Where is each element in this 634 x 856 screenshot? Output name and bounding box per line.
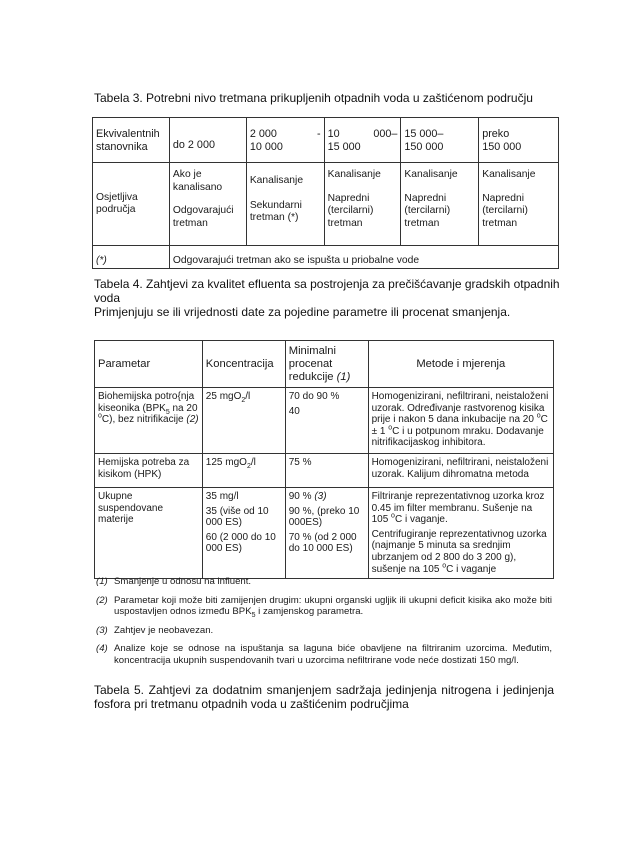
table4-methods: Filtriranje reprezentativnog uzorka kroz 0.45 im filter membranu. Sušenje na 105 $^o$C i vaganje. Centrifugiranje reprezentativnog uzorka (najmanje 5 minuta sa srednjim ubrzanjem od 2 800 do 3 200 g), sušenje na 105 $^o$C i vaganje [368, 488, 553, 579]
table4-param: Hemijska potreba za kisikom (HPK) [95, 454, 203, 488]
table4-min: 75 % [285, 454, 368, 488]
table4-note: (3) Zahtjev je neobavezan. [96, 624, 214, 636]
table3-cell: Kanalisanje Sekundarni tretman (*) [246, 163, 324, 246]
table3-cell: Kanalisanje Napredni (tercilarni) tretman [479, 163, 559, 246]
table3-cell: Kanalisanje Napredni (tercilarni) tretman [401, 163, 479, 246]
table3-row-label: Osjetljiva područja [93, 163, 170, 246]
table4-header-param: Parametar [95, 341, 203, 388]
table4 [94, 340, 554, 579]
table4-methods: Homogenizirani, nefiltrirani, neistaloženi uzorak. Kalijum dihromatna metoda [368, 454, 553, 488]
table3-header-label: Ekvivalentnih stanovnika [93, 118, 170, 163]
table4-param: Ukupne suspendovane materije [95, 488, 203, 579]
table4-conc: 35 mg/l 35 (više od 10 000 ES) 60 (2 000 do 10 000 ES) [202, 488, 285, 579]
table4-row [95, 454, 554, 488]
table4-min: 70 do 90 % 40 [285, 388, 368, 454]
table3 [92, 117, 559, 269]
table4-row [95, 388, 554, 454]
table4-notes [96, 576, 552, 673]
table3-footnote-row [93, 246, 559, 269]
table4-header-min: Minimalni procenat redukcije (1) [285, 341, 368, 388]
table4-min: 90 % (3) 90 %, (preko 10 000ES) 70 % (od 2 000 do 10 000 ES) [285, 488, 368, 579]
table4-note: (1) Smanjenje u odnosu na influent. [96, 576, 252, 587]
table3-footnote-mark: (*) [93, 246, 170, 269]
table3-header-col: 2 000 - 10 000 [246, 118, 324, 163]
table3-header-col: 10 000– 15 000 [324, 118, 401, 163]
table3-header-row [93, 118, 559, 163]
table4-row [95, 488, 554, 579]
table4-note: (4) Analize koje se odnose na ispuštanja sa laguna biće obavljene na filtriranim uzorcima. Međutim, koncentracija ukupnih suspendovanih tvari u uzorcima nefiltrirane vode neće dostizati 150 mg/l. [96, 643, 552, 666]
table3-row [93, 163, 559, 246]
table3-header-col: 15 000– 150 000 [401, 118, 479, 163]
table3-header-col: preko 150 000 [479, 118, 559, 163]
table4-caption: Tabela 4. Zahtjevi za kvalitet efluenta sa postrojenja za prečišćavanje gradskih otpadnih voda Primjenjuju se ili vrijednosti date za pojedine parametre ili procenat smanjenja. [94, 277, 560, 319]
table4-methods: Homogenizirani, nefiltrirani, neistaloženi uzorak. Određivanje rastvorenog kisika prije i nakon 5 dana inkubacije na 20 $^o$C ± 1 $^o$C i u potpunom mraku. Dodavanje nitrifikacijaskog inhibitora. [368, 388, 553, 454]
table4-header-conc: Koncentracija [202, 341, 285, 388]
table3-cell: Ako je kanalisano Odgovarajući tretman [169, 163, 246, 246]
table4-conc: 125 mgO$_2$/l [202, 454, 285, 488]
table3-caption: Tabela 3. Potrebni nivo tretmana prikupljenih otpadnih voda u zaštićenom području [94, 91, 533, 105]
table3-cell: Kanalisanje Napredni (tercilarni) tretman [324, 163, 401, 246]
table4-header-methods: Metode i mjerenja [368, 341, 553, 388]
table4-conc: 25 mgO$_2$/l [202, 388, 285, 454]
table5-caption: Tabela 5. Zahtjevi za dodatnim smanjenjem sadržaja jedinjenja nitrogena i jedinjenja fosfora pri tretmanu otpadnih voda u zaštićenim područjima [94, 683, 554, 711]
table4-note: (2) Parametar koji može biti zamijenjen drugim: ukupni organski ugljik ili ukupni deficit kisika ako može biti uspostavljen odnos između $BPK_5$ i zamjenskog parametra. [96, 594, 552, 619]
table3-footnote-text: Odgovarajući tretman ako se ispušta u priobalne vode [169, 246, 558, 269]
table4-header-row [95, 341, 554, 388]
table3-header-col: do 2 000 [169, 118, 246, 163]
table4-param: Biohemijska potro{nja kiseonika ($BPK_5$ na 20 $^o$C), bez nitrifikacije (2) [95, 388, 203, 454]
